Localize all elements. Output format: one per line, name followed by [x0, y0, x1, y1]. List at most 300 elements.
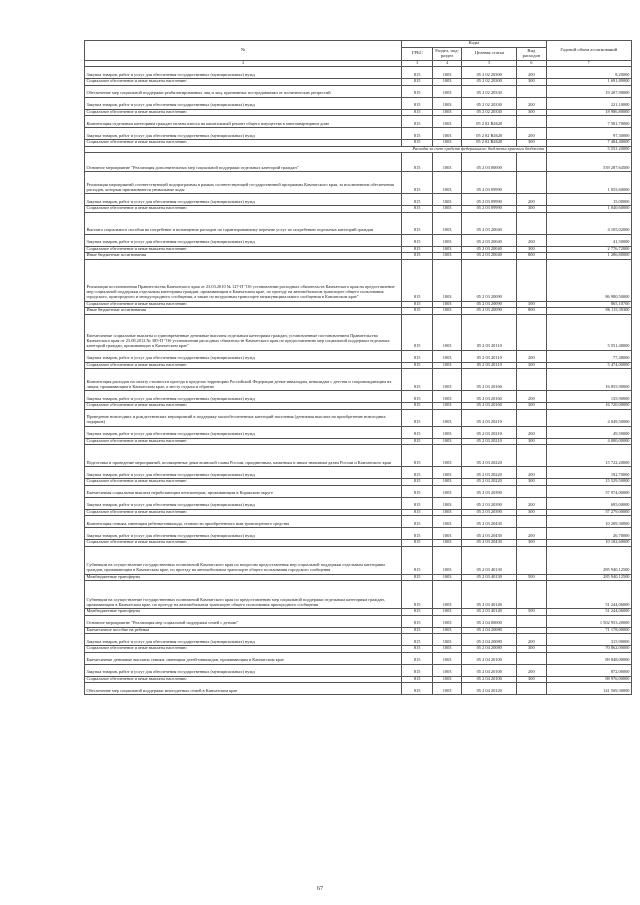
target-cell: 05 2 03 20430: [462, 528, 517, 540]
section-cell: 1003: [432, 485, 461, 497]
amount-cell: 135,90000: [546, 391, 632, 403]
grbs-cell: 815: [402, 403, 433, 410]
amount-cell: 18 986,80000: [546, 109, 632, 116]
amount-cell: 192,70000: [546, 467, 632, 479]
grbs-cell: 815: [402, 574, 433, 581]
target-cell: 05 2 02 R4620: [462, 116, 517, 128]
name-cell: Закупка товаров, работ и услуг для обеспечения государственных (муниципальных) нужд: [85, 467, 402, 479]
grbs-cell: 815: [402, 116, 433, 128]
amount-cell: 10 182,60000: [546, 540, 632, 547]
section-cell: 1003: [432, 509, 461, 516]
name-cell: Социальное обеспечение и иные выплаты населению: [85, 206, 402, 213]
name-cell: Закупка товаров, работ и услуг для обеспечения государственных (муниципальных) нужд: [85, 497, 402, 509]
amount-cell: 15 722,20000: [546, 445, 632, 467]
amount-cell: 7 581,70000: [546, 116, 632, 128]
name-cell: Закупка товаров, работ и услуг для обеспечения государственных (муниципальных) нужд: [85, 128, 402, 140]
section-cell: 1003: [432, 574, 461, 581]
grbs-cell: 815: [402, 206, 433, 213]
target-cell: 05 2 02 20330: [462, 109, 517, 116]
grbs-cell: 815: [402, 140, 433, 147]
target-cell: 05 2 03 20110: [462, 314, 517, 350]
name-cell: Обеспечение мер социальной поддержки многодетных семей в Камчатском крае: [85, 683, 402, 695]
amount-cell: 19 207,90000: [546, 85, 632, 97]
grbs-cell: 815: [402, 683, 433, 695]
target-cell: 05 2 03 20040: [462, 212, 517, 234]
column-number: 5: [462, 61, 517, 67]
grbs-cell: 815: [402, 301, 433, 308]
expense-type-cell: 300: [517, 403, 546, 410]
grbs-cell: 815: [402, 467, 433, 479]
table-row: [85, 546, 632, 574]
header-expense-type: Вид расходов: [517, 47, 546, 61]
grbs-cell: 815: [402, 67, 433, 79]
section-cell: 1003: [432, 479, 461, 486]
amount-cell: 57 974,00000: [546, 485, 632, 497]
name-cell: Компенсация расходов на оплату стоимости проезда в пределах территории Российской Федерации детям-инвалидам, инвалидам с детства и сопровождающим их лицам, проживающим в Камчатском крае, к месту отдыха и обратно: [85, 369, 402, 391]
column-number: 7: [546, 61, 632, 67]
grbs-cell: 815: [402, 615, 433, 627]
expense-type-cell: 300: [517, 438, 546, 445]
target-cell: 05 2 02 R4620: [462, 128, 517, 140]
name-cell: Подготовка и проведение мероприятий, посвященных дням воинской славы России, праздничным, памятным и иным значимым датам России и Камчатского края: [85, 445, 402, 467]
target-cell: 05 2 03 20110: [462, 362, 517, 369]
expense-type-cell: 300: [517, 79, 546, 86]
table-row: [85, 85, 632, 97]
section-cell: 1003: [432, 581, 461, 609]
section-cell: 1003: [432, 664, 461, 676]
amount-cell: 285 940,12500: [546, 574, 632, 581]
grbs-cell: 815: [402, 426, 433, 438]
amount-cell: 865,10700: [546, 301, 632, 308]
name-cell: Социальное обеспечение и иные выплаты населению: [85, 109, 402, 116]
table-row: [85, 350, 632, 362]
amount-cell: 1 040,60000: [546, 206, 632, 213]
amount-cell: 16 855,90000: [546, 369, 632, 391]
target-cell: 05 2 03 09990: [462, 194, 517, 206]
expense-type-cell: 200: [517, 634, 546, 646]
expense-type-cell: [517, 314, 546, 350]
grbs-cell: 815: [402, 259, 433, 301]
table-row: [85, 128, 632, 140]
name-cell: Реализация мероприятий соответствующей подпрограммы в рамках соответствующей государственной программы Камчатского края, за исключением обеспечения расходов, которым присваиваются уникальные коды: [85, 172, 402, 194]
amount-cell: 88 976,00000: [546, 676, 632, 683]
target-cell: 05 2 04 20080: [462, 634, 517, 646]
section-cell: 1003: [432, 646, 461, 653]
name-cell: Социальное обеспечение и иные выплаты населению: [85, 676, 402, 683]
target-cell: 05 2 04 20120: [462, 683, 517, 695]
amount-cell: 86 115,39300: [546, 308, 632, 315]
name-cell: Иные бюджетные ассигнования: [85, 308, 402, 315]
expense-type-cell: 300: [517, 646, 546, 653]
expense-type-cell: [517, 409, 546, 426]
section-cell: 1003: [432, 116, 461, 128]
section-cell: 1003: [432, 350, 461, 362]
name-cell: Социальное обеспечение и иные выплаты населению: [85, 140, 402, 147]
grbs-cell: 815: [402, 253, 433, 260]
section-cell: 1003: [432, 153, 461, 172]
grbs-cell: 815: [402, 497, 433, 509]
section-cell: 1003: [432, 109, 461, 116]
section-cell: 1003: [432, 301, 461, 308]
name-cell: Закупка товаров, работ и услуг для обеспечения государственных (муниципальных) нужд: [85, 664, 402, 676]
target-cell: 05 2 03 20210: [462, 438, 517, 445]
name-cell: Субвенции на осуществление государственных полномочий Камчатского края по предоставлению мер социальной поддержки отдельным категориям граждан, проживающим в Камчатском крае, по проезду на автомобильном транспорте общего пользования пригородного сообщения: [85, 581, 402, 609]
table-row: [85, 485, 632, 497]
section-cell: 1003: [432, 609, 461, 616]
table-row: [85, 97, 632, 109]
grbs-cell: 815: [402, 314, 433, 350]
target-cell: 05 2 03 20210: [462, 409, 517, 426]
expense-type-cell: 200: [517, 194, 546, 206]
target-cell: 05 2 03 20390: [462, 509, 517, 516]
grbs-cell: 815: [402, 172, 433, 194]
expense-type-cell: 200: [517, 664, 546, 676]
table-row: [85, 683, 632, 695]
name-cell: Компенсация отдельным категориям граждан оплаты взноса на капитальный ремонт общего имущества в многоквартирном доме: [85, 116, 402, 128]
grbs-cell: 815: [402, 509, 433, 516]
amount-cell: 70 862,00000: [546, 646, 632, 653]
table-row: [85, 634, 632, 646]
name-cell: Социальное обеспечение и иные выплаты населению: [85, 646, 402, 653]
grbs-cell: 815: [402, 391, 433, 403]
table-row: [85, 497, 632, 509]
name-cell: Социальное обеспечение и иные выплаты населению: [85, 479, 402, 486]
section-cell: 1003: [432, 546, 461, 574]
section-cell: 1003: [432, 172, 461, 194]
column-number: 3: [402, 61, 433, 67]
expense-type-cell: 300: [517, 206, 546, 213]
target-cell: 05 2 03 20220: [462, 467, 517, 479]
target-cell: 05 2 03 20390: [462, 485, 517, 497]
amount-cell: 26,70000: [546, 528, 632, 540]
header-row-1: [85, 41, 632, 48]
target-cell: 05 2 03 20090: [462, 259, 517, 301]
name-cell: Ежемесячная социальная выплата неработающим пенсионерам, проживающим в Корякском округе: [85, 485, 402, 497]
name-cell: Реализация постановления Правительства Камчатского края от 23.03.2010 № 127-П "Об установлении расходных обязательств Камчатского края на предоставление мер социальной поддержки отдельным категориям граждан, проживающим в Камчатском крае, по проезду на автомобильном транспорте общего пользования городского, пригородного и междугородного сообщения, а также по воздушным транспорте межмуниципального сообщения в Камчатском крае": [85, 259, 402, 301]
note-text: Расходы за счет средств федерального бюджета краевого бюджета: [85, 146, 547, 153]
name-cell: Закупка товаров, работ и услуг для обеспечения государственных (муниципальных) нужд: [85, 194, 402, 206]
target-cell: 05 2 02 20330: [462, 97, 517, 109]
target-cell: 05 2 03 09990: [462, 172, 517, 194]
table-row: [85, 615, 632, 627]
expense-type-cell: [517, 116, 546, 128]
name-cell: Проведение новогодних и рождественских мероприятий в поддержку малообеспеченных категорий населения (денежная выплата на приобретение новогодних подарков): [85, 409, 402, 426]
section-cell: 1003: [432, 212, 461, 234]
table-row: [85, 67, 632, 79]
name-cell: Социальное обеспечение и иные выплаты населению: [85, 301, 402, 308]
grbs-cell: 815: [402, 85, 433, 97]
grbs-cell: 815: [402, 79, 433, 86]
column-number: 6: [517, 61, 546, 67]
name-cell: Социальное обеспечение и иные выплаты населению: [85, 362, 402, 369]
target-cell: 05 2 03 20090: [462, 301, 517, 308]
expense-type-cell: [517, 516, 546, 528]
amount-cell: 89 848,00000: [546, 652, 632, 664]
grbs-cell: 815: [402, 350, 433, 362]
section-cell: 1003: [432, 246, 461, 253]
header-number: №: [85, 41, 402, 61]
grbs-cell: 815: [402, 445, 433, 467]
target-cell: 05 2 03 40130: [462, 546, 517, 574]
section-cell: 1003: [432, 391, 461, 403]
table-row: [85, 212, 632, 234]
amount-cell: 8,20000: [546, 67, 632, 79]
expense-type-cell: 800: [517, 308, 546, 315]
name-cell: Обеспечение мер социальной поддержки реабилитированных лиц и лиц, признанных пострадавшими от политических репрессий: [85, 85, 402, 97]
name-cell: Закупка товаров, работ и услуг для обеспечения государственных (муниципальных) нужд: [85, 350, 402, 362]
expense-type-cell: 300: [517, 246, 546, 253]
expense-type-cell: [517, 546, 546, 574]
section-cell: 1003: [432, 234, 461, 246]
target-cell: 05 2 03 20430: [462, 516, 517, 528]
name-cell: Закупка товаров, работ и услуг для обеспечения государственных (муниципальных) нужд: [85, 234, 402, 246]
target-cell: 05 2 03 40140: [462, 581, 517, 609]
amount-cell: 51 244,06000: [546, 581, 632, 609]
table-row: [85, 516, 632, 528]
amount-cell: 4 000,00000: [546, 438, 632, 445]
expense-type-cell: 200: [517, 426, 546, 438]
grbs-cell: 815: [402, 581, 433, 609]
target-cell: 05 2 03 20090: [462, 308, 517, 315]
section-cell: 1003: [432, 497, 461, 509]
grbs-cell: 815: [402, 664, 433, 676]
target-cell: 05 2 03 40140: [462, 609, 517, 616]
grbs-cell: 815: [402, 528, 433, 540]
grbs-cell: 815: [402, 479, 433, 486]
target-cell: 05 2 04 20100: [462, 652, 517, 664]
expense-type-cell: 300: [517, 140, 546, 147]
name-cell: Основное мероприятие "Реализация мер социальной поддержки семей с детьми": [85, 615, 402, 627]
target-cell: 05 2 03 20220: [462, 445, 517, 467]
grbs-cell: 815: [402, 652, 433, 664]
section-cell: 1003: [432, 409, 461, 426]
table-row: [85, 467, 632, 479]
name-cell: Межбюджетные трансферты: [85, 574, 402, 581]
amount-cell: 285 940,12500: [546, 546, 632, 574]
grbs-cell: 815: [402, 646, 433, 653]
name-cell: Субвенции на осуществление государственных полномочий Камчатского края по вопросам предоставления мер социальной поддержки отдельным категориям граждан, проживающим в Камчатском крае, по проезду на автомобильном транспорте общего пользования городского сообщения: [85, 546, 402, 574]
section-cell: 1003: [432, 128, 461, 140]
section-cell: 1003: [432, 467, 461, 479]
grbs-cell: 815: [402, 194, 433, 206]
grbs-cell: 815: [402, 369, 433, 391]
target-cell: 05 2 04 20100: [462, 664, 517, 676]
amount-cell: 16 720,00000: [546, 403, 632, 410]
target-cell: 05 2 03 20110: [462, 350, 517, 362]
name-cell: Ежемесячное пособие на ребенка: [85, 627, 402, 634]
table-row: [85, 652, 632, 664]
target-cell: 05 2 04 20080: [462, 627, 517, 634]
name-cell: Межбюджетные трансферты: [85, 609, 402, 616]
amount-cell: 141 569,30000: [546, 683, 632, 695]
section-cell: 1003: [432, 540, 461, 547]
expense-type-cell: 500: [517, 609, 546, 616]
amount-cell: 41,50000: [546, 234, 632, 246]
target-cell: 05 2 02 20300: [462, 67, 517, 79]
amount-cell: 872,00000: [546, 664, 632, 676]
section-cell: 1003: [432, 85, 461, 97]
expense-type-cell: [517, 581, 546, 609]
amount-cell: 15,00000: [546, 194, 632, 206]
amount-cell: 57 279,00000: [546, 509, 632, 516]
section-cell: 1003: [432, 206, 461, 213]
name-cell: Социальное обеспечение и иные выплаты населению: [85, 438, 402, 445]
name-cell: Ежемесячные социальные выплаты и единовременные денежные выплаты отдельным категориям граждан, установленные постановлением Правительства Камчатского края от 23.08.2012 № 385-П "Об установлении расходных обязательств Камчатского края по предоставлению мер социальной поддержки отдельных категорий граждан, проживающих в Камчатском крае": [85, 314, 402, 350]
column-number: 4: [432, 61, 461, 67]
expense-type-cell: 800: [517, 253, 546, 260]
name-cell: Социальное обеспечение и иные выплаты населению: [85, 246, 402, 253]
grbs-cell: 815: [402, 153, 433, 172]
amount-cell: 71 178,00000: [546, 627, 632, 634]
amount-cell: 49,50000: [546, 426, 632, 438]
target-cell: 05 2 02 20330: [462, 85, 517, 97]
grbs-cell: 815: [402, 540, 433, 547]
expense-type-cell: 300: [517, 301, 546, 308]
section-cell: 1003: [432, 362, 461, 369]
grbs-cell: 815: [402, 438, 433, 445]
amount-cell: 5 551,48000: [546, 314, 632, 350]
header-amount: Годовой объем ассигнований: [546, 41, 632, 61]
amount-cell: 5 474,00000: [546, 362, 632, 369]
amount-cell: 4 105,02000: [546, 212, 632, 234]
amount-cell: 1 286,80000: [546, 253, 632, 260]
table-row: [85, 409, 632, 426]
expense-type-cell: 200: [517, 391, 546, 403]
expense-type-cell: [517, 212, 546, 234]
grbs-cell: 815: [402, 246, 433, 253]
section-cell: 1003: [432, 652, 461, 664]
name-cell: Основное мероприятие "Реализация дополнительных мер социальной поддержки отдельных категорий граждан": [85, 153, 402, 172]
target-cell: 05 2 04 20080: [462, 646, 517, 653]
table-row: [85, 581, 632, 609]
expense-type-cell: 300: [517, 362, 546, 369]
table-row: [85, 153, 632, 172]
name-cell: Социальное обеспечение и иные выплаты населению: [85, 79, 402, 86]
section-cell: 1003: [432, 627, 461, 634]
grbs-cell: 815: [402, 109, 433, 116]
section-cell: 1003: [432, 528, 461, 540]
amount-cell: 695,00000: [546, 497, 632, 509]
section-cell: 1003: [432, 445, 461, 467]
grbs-cell: 815: [402, 634, 433, 646]
amount-cell: 10 209,30000: [546, 516, 632, 528]
expense-type-cell: 200: [517, 528, 546, 540]
amount-cell: 15 529,50000: [546, 479, 632, 486]
expense-type-cell: 200: [517, 350, 546, 362]
target-cell: 05 2 03 20040: [462, 234, 517, 246]
table-row: [85, 116, 632, 128]
grbs-cell: 815: [402, 409, 433, 426]
expense-type-cell: 300: [517, 540, 546, 547]
expense-type-cell: [517, 652, 546, 664]
section-cell: 1003: [432, 140, 461, 147]
expense-type-cell: 200: [517, 497, 546, 509]
header-grbs: ГРБС: [402, 47, 433, 61]
table-row: [85, 391, 632, 403]
expense-type-cell: 300: [517, 109, 546, 116]
table-row: [85, 194, 632, 206]
table-row: [85, 528, 632, 540]
section-cell: 1003: [432, 79, 461, 86]
section-cell: 1003: [432, 676, 461, 683]
name-cell: Социальное обеспечение и иные выплаты населению: [85, 403, 402, 410]
target-cell: 05 2 02 20300: [462, 79, 517, 86]
section-cell: 1003: [432, 314, 461, 350]
grbs-cell: 815: [402, 516, 433, 528]
amount-cell: 97,30000: [546, 128, 632, 140]
expense-type-cell: 200: [517, 67, 546, 79]
grbs-cell: 815: [402, 627, 433, 634]
section-cell: 1003: [432, 683, 461, 695]
grbs-cell: 815: [402, 609, 433, 616]
table-row: [85, 445, 632, 467]
grbs-cell: 815: [402, 546, 433, 574]
header-codes: Коды: [402, 41, 546, 48]
amount-cell: 539 287,64500: [546, 153, 632, 172]
grbs-cell: 815: [402, 308, 433, 315]
table-row: [85, 234, 632, 246]
table-row: [85, 314, 632, 350]
target-cell: 05 2 03 00000: [462, 153, 517, 172]
target-cell: 05 2 02 R4620: [462, 140, 517, 147]
section-cell: 1003: [432, 634, 461, 646]
amount-cell: 77,48000: [546, 350, 632, 362]
section-cell: 1003: [432, 67, 461, 79]
section-cell: 1003: [432, 369, 461, 391]
expense-type-cell: 300: [517, 676, 546, 683]
expense-type-cell: 300: [517, 509, 546, 516]
target-cell: 05 2 03 20430: [462, 540, 517, 547]
expense-type-cell: 500: [517, 574, 546, 581]
expense-type-cell: 200: [517, 97, 546, 109]
target-cell: 05 2 03 20210: [462, 426, 517, 438]
expense-type-cell: [517, 445, 546, 467]
expense-type-cell: [517, 172, 546, 194]
name-cell: Выплата социального пособия на погребение и возмещение расходов по гарантированному перечню услуг по погребению отдельных категорий граждан: [85, 212, 402, 234]
expense-type-cell: [517, 369, 546, 391]
target-cell: 05 2 04 20100: [462, 676, 517, 683]
target-cell: 05 2 03 20390: [462, 497, 517, 509]
target-cell: 05 2 03 20040: [462, 253, 517, 260]
page-number: 67: [317, 886, 323, 892]
name-cell: Компенсация семьям, имеющим ребенка-инвалида, стоимости приобретенного ими транспортного средства: [85, 516, 402, 528]
expense-type-cell: [517, 259, 546, 301]
amount-cell: 315,90000: [546, 634, 632, 646]
section-cell: 1003: [432, 194, 461, 206]
section-cell: 1003: [432, 615, 461, 627]
header-target: Целевая статья: [462, 47, 517, 61]
amount-cell: 7 484,40000: [546, 140, 632, 147]
table-body: [85, 67, 632, 695]
amount-cell: 5 553 20000: [546, 146, 632, 153]
amount-cell: 51 244,06000: [546, 609, 632, 616]
name-cell: Закупка товаров, работ и услуг для обеспечения государственных (муниципальных) нужд: [85, 426, 402, 438]
name-cell: Социальное обеспечение и иные выплаты населению: [85, 509, 402, 516]
name-cell: Иные бюджетные ассигнования: [85, 253, 402, 260]
name-cell: Ежемесячные денежные выплаты семьям, имеющим детей-инвалидов, проживающим в Камчатском крае: [85, 652, 402, 664]
target-cell: 05 2 03 20160: [462, 403, 517, 410]
amount-cell: 1 691,80000: [546, 79, 632, 86]
section-cell: 1003: [432, 438, 461, 445]
section-cell: 1003: [432, 253, 461, 260]
target-cell: 05 2 03 20040: [462, 246, 517, 253]
expense-type-cell: [517, 683, 546, 695]
amount-cell: 2 776,72000: [546, 246, 632, 253]
amount-cell: 4 049,50000: [546, 409, 632, 426]
table-row: [85, 172, 632, 194]
column-number: 2: [85, 61, 402, 67]
amount-cell: 1 055,60000: [546, 172, 632, 194]
